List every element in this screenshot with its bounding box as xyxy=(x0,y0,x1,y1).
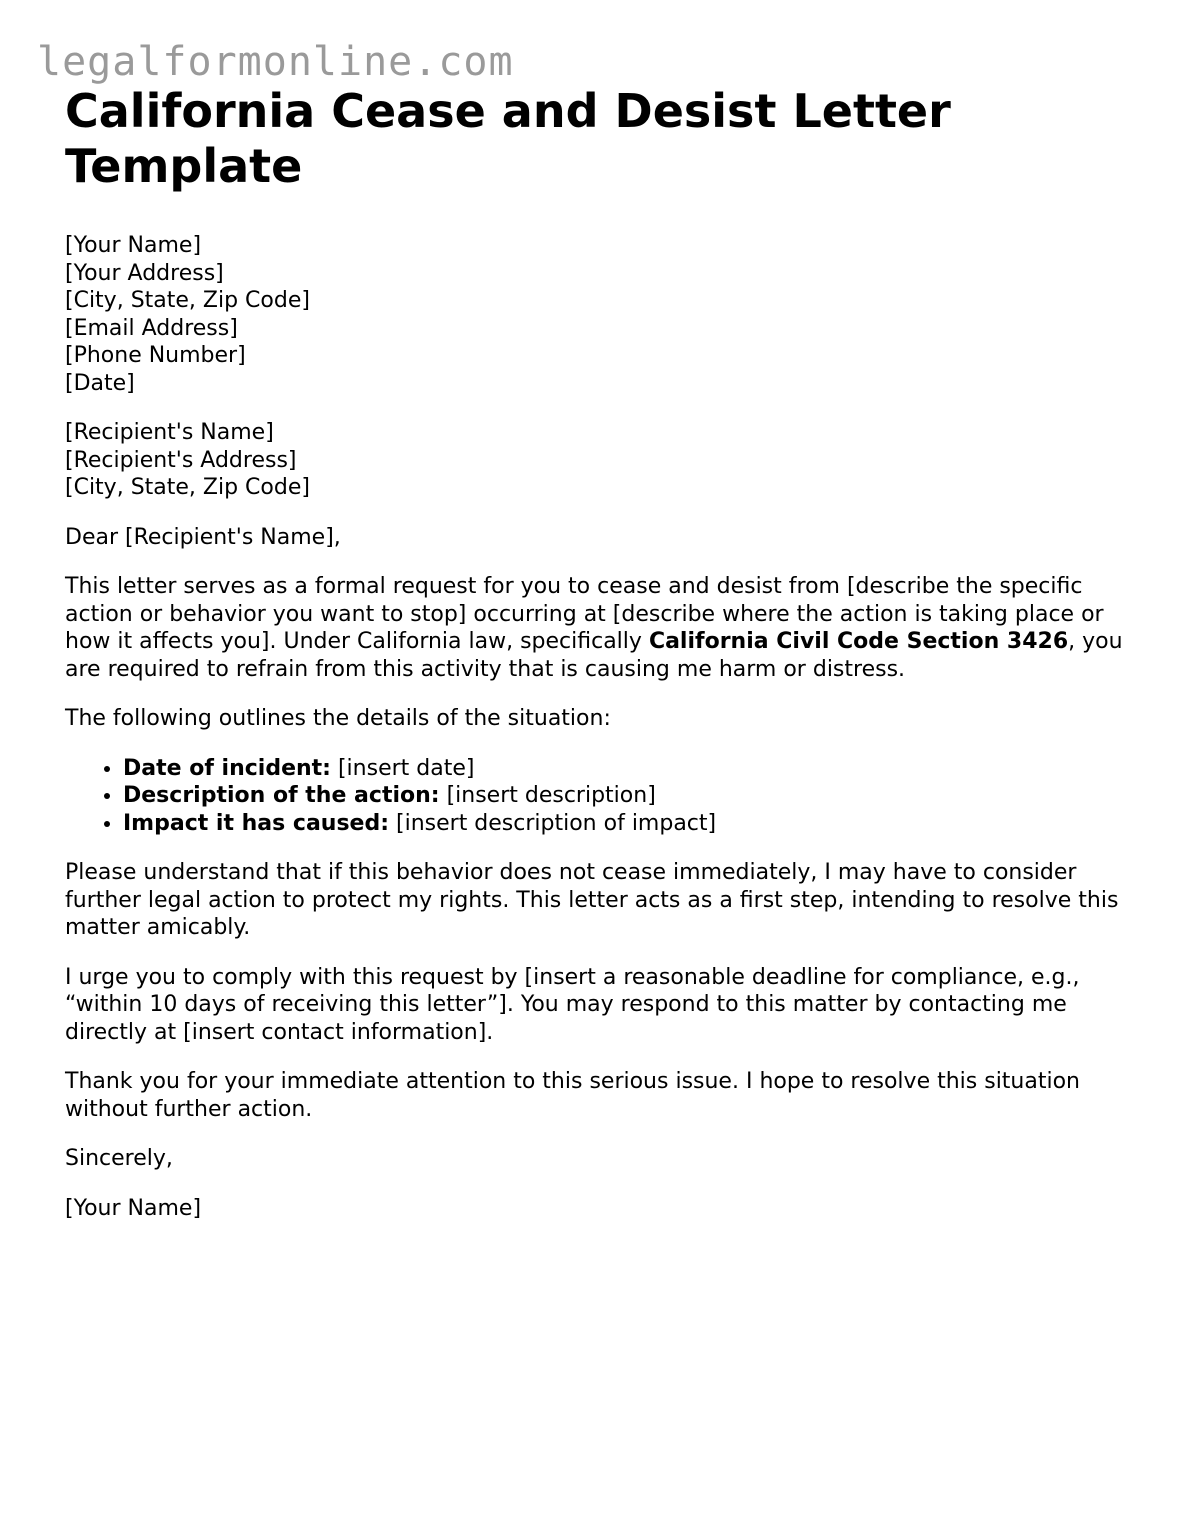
sender-address-block xyxy=(65,232,1125,397)
warning-paragraph: Please understand that if this behavior does not cease immediately, I may have to consider further legal action to protect my rights. This letter acts as a first step, intending to resolve this matter amicably. xyxy=(65,860,1119,940)
salutation: Dear [Recipient's Name], xyxy=(65,524,341,550)
letter-document xyxy=(65,84,1125,1222)
statute-reference: California Civil Code Section 3426 xyxy=(648,629,1069,654)
detail-label: Description of the action: xyxy=(123,783,440,808)
thanks-paragraph: Thank you for your immediate attention to this serious issue. I hope to resolve this situation without further action. xyxy=(65,1069,1080,1122)
letter-date: [Date] xyxy=(65,370,135,396)
list-item xyxy=(123,755,1125,783)
list-item xyxy=(123,810,1125,838)
sender-name: [Your Name] xyxy=(65,233,202,258)
detail-label: Date of incident: xyxy=(123,755,331,781)
details-intro: The following outlines the details of the situation: xyxy=(65,706,611,731)
sender-city-state-zip: [City, State, Zip Code] xyxy=(65,288,310,313)
page-title: California Cease and Desist Letter Template xyxy=(65,84,951,193)
opening-text: This letter serves as a formal request for you to cease and desist from [describe the specific action or behavior you want to stop] occurring at [describe where the action is taking place or how it affects you]. Under California law, specifically xyxy=(65,574,1104,654)
detail-label: Impact it has caused: xyxy=(123,810,390,836)
closing: Sincerely, xyxy=(65,1146,173,1171)
opening-paragraph xyxy=(65,573,1125,683)
opening-text-end: , you are required to refrain from this activity that is causing me harm or distress. xyxy=(65,629,1123,682)
signature: [Your Name] xyxy=(65,1195,202,1221)
deadline-paragraph: I urge you to comply with this request by [insert a reasonable deadline for compliance, e.g., “within 10 days of receiving this letter”]. You may respond to this matter by contacting me directly at [insert contact information]. xyxy=(65,964,1080,1045)
recipient-address: [Recipient's Address] xyxy=(65,447,297,473)
sender-phone: [Phone Number] xyxy=(65,343,246,368)
detail-value: [insert date] xyxy=(330,755,475,781)
sender-email: [Email Address] xyxy=(65,315,238,341)
details-list xyxy=(65,755,1125,838)
recipient-address-block xyxy=(65,419,1125,502)
detail-value: [insert description of impact] xyxy=(389,810,717,836)
detail-value: [insert description] xyxy=(439,783,656,808)
list-item xyxy=(123,782,1125,810)
watermark: legalformonline.com xyxy=(37,39,514,85)
recipient-name: [Recipient's Name] xyxy=(65,420,274,445)
recipient-city-state-zip: [City, State, Zip Code] xyxy=(65,475,310,500)
sender-address: [Your Address] xyxy=(65,260,224,286)
